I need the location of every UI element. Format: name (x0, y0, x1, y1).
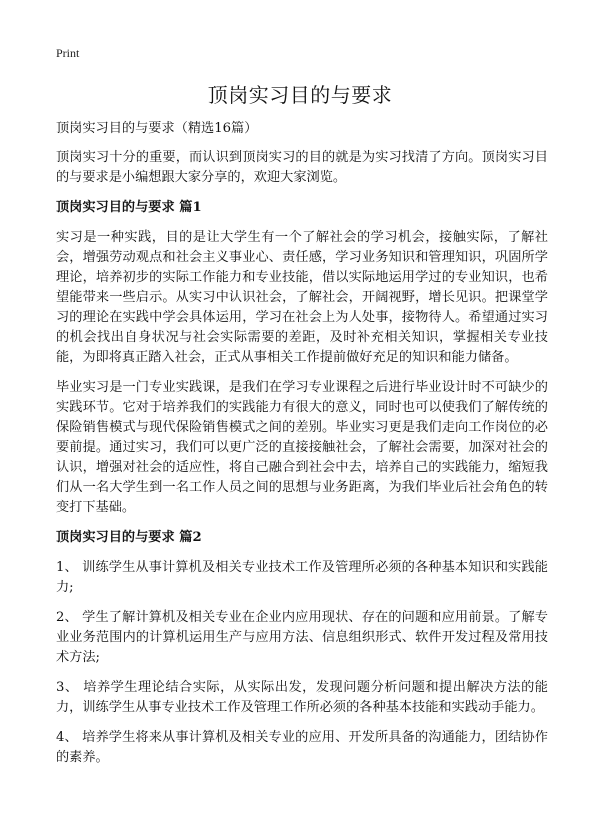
page-title: 顶岗实习目的与要求 (207, 83, 393, 107)
section-heading: 顶岗实习目的与要求 篇1 (56, 200, 202, 215)
list-item: 4、 培养学生将来从事计算机及相关专业的应用、开发所具备的沟通能力，团结协作的素养。 (56, 730, 548, 765)
section-heading: 顶岗实习目的与要求 篇2 (56, 530, 202, 545)
document-subtitle: 顶岗实习目的与要求（精选16篇） (56, 121, 258, 136)
section-paragraph: 实习是一种实践，目的是让大学生有一个了解社会的学习机会，接触实际，了解社会，增强劳动观点和社会主义事业心、责任感，学习业务知识和管理知识，巩固所学理论，培养初步的实际工作能力和专业技能，借以实际地运用学过的专业知识，也希望能带来一些启示。从实习中认识社会，了解社会，开阔视野，增长见识。把课堂学习的理论在实践中学会具体运用，学习在社会上为人处事，接物待人。希望通过实习的机会找出自身状况与社会实际需要的差距，及时补充相关知识，掌握相关专业技能，为即将真正踏入社会，正式从事相关工作提前做好充足的知识和能力储备。 (56, 230, 548, 365)
intro-paragraph: 顶岗实习十分的重要，而认识到顶岗实习的目的就是为实习找清了方向。顶岗实习目的与要求是小编想跟大家分享的，欢迎大家浏览。 (56, 150, 548, 185)
print-label: Print (56, 46, 80, 60)
list-item: 3、 培养学生理论结合实际，从实际出发，发现问题分析问题和提出解决方法的能力，训练学生从事专业技术工作及管理工作所必须的各种基本技能和实践动手能力。 (56, 680, 548, 715)
section-paragraph: 毕业实习是一门专业实践课，是我们在学习专业课程之后进行毕业设计时不可缺少的实践环节。它对于培养我们的实践能力有很大的意义，同时也可以使我们了解传统的保险销售模式与现代保险销售模式之间的差别。毕业实习更是我们走向工作岗位的必要前提。通过实习，我们可以更广泛的直接接触社会，了解社会需要，加深对社会的认识，增强对社会的适应性，将自己融合到社会中去，培养自己的实践能力，缩短我们从一名大学生到一名工作人员之间的思想与业务距离，为我们毕业后社会角色的转变打下基础。 (56, 380, 548, 515)
list-item: 1、 训练学生从事计算机及相关专业技术工作及管理所必须的各种基本知识和实践能力; (56, 560, 548, 595)
document-body (56, 119, 548, 778)
list-item: 2、 学生了解计算机及相关专业在企业内应用现状、存在的问题和应用前景。了解专业业务范围内的计算机运用生产与应用方法、信息组织形式、软件开发过程及常用技术方法; (56, 610, 548, 665)
